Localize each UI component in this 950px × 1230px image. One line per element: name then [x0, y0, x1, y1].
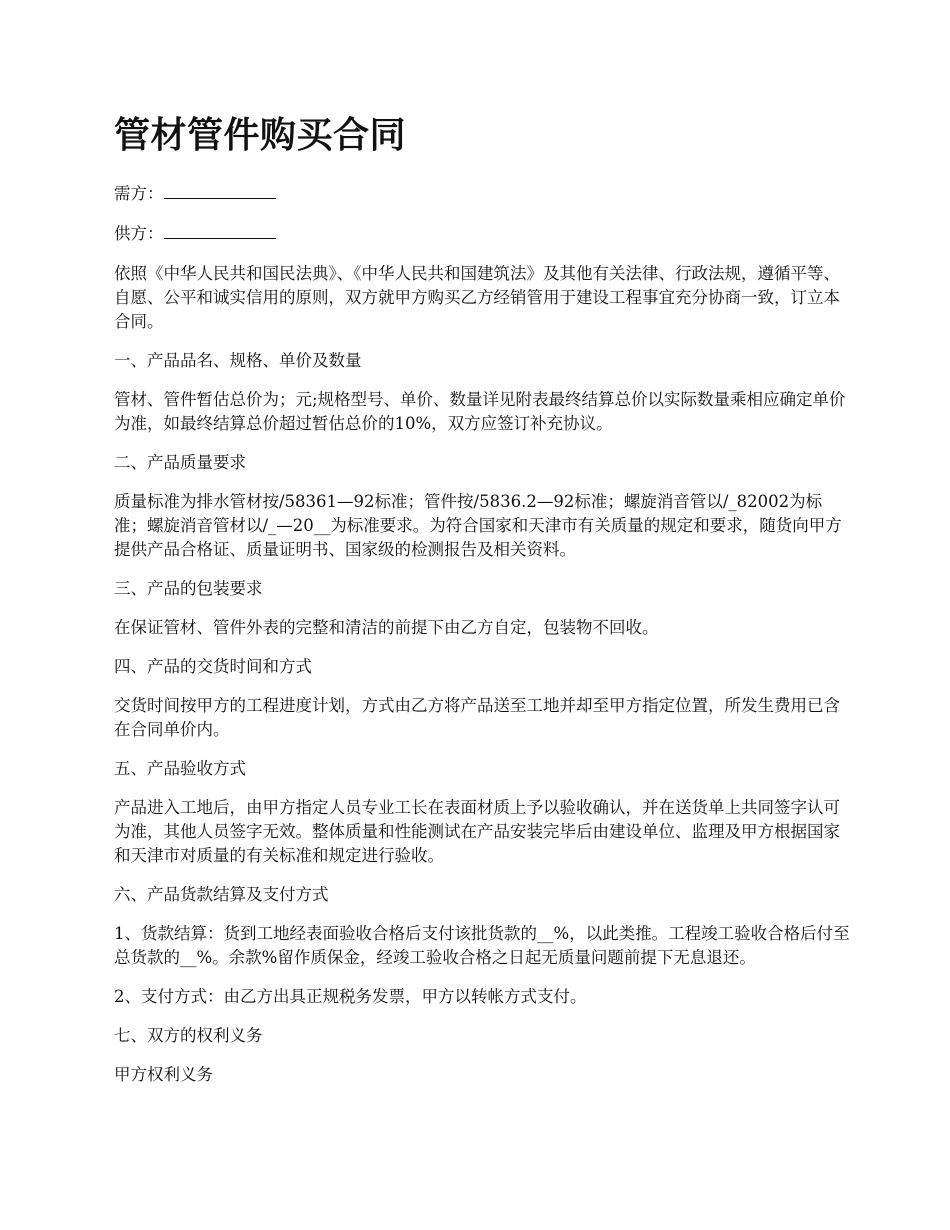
buyer-line [114, 182, 854, 206]
supplier-blank [164, 222, 276, 239]
section-body-4: 交货时间按甲方的工程进度计划，方式由乙方将产品送至工地并却至甲方指定位置，所发生费用已含在合同单价内。 [114, 696, 840, 739]
section-body-6-item-1: 1、货款结算：货到工地经表面验收合格后支付该批货款的__%，以此类推。工程竣工验收合格后付至总货款的__%。余款%留作质保金，经竣工验收合格之日起无质量问题前提下无息退还。 [114, 924, 850, 967]
preamble-paragraph: 依照《中华人民共和国民法典》、《中华人民共和国建筑法》及其他有关法律、行政法规，遵循平等、自愿、公平和诚实信用的原则，双方就甲方购买乙方经销管用于建设工程事宜充分协商一致，订立本合同。 [114, 264, 840, 331]
section-body-1: 管材、管件暂估总价为；元;规格型号、单价、数量详见附表最终结算总价以实际数量乘相应确定单价为准，如最终结算总价超过暂估总价的10%，双方应签订补充协议。 [114, 390, 846, 433]
supplier-label: 供方： [114, 224, 164, 243]
contract-document [114, 112, 854, 1102]
section-body-3: 在保证管材、管件外表的完整和清洁的前提下由乙方自定，包装物不回收。 [114, 618, 659, 637]
section-heading-2: 二、产品质量要求 [114, 453, 246, 472]
subsection-heading-party-a: 甲方权利义务 [114, 1065, 213, 1084]
section-heading-3: 三、产品的包装要求 [114, 579, 263, 598]
section-heading-4: 四、产品的交货时间和方式 [114, 657, 312, 676]
section-heading-1: 一、产品品名、规格、单价及数量 [114, 351, 362, 370]
section-body-2: 质量标准为排水管材按/58361—92标准；管件按/5836.2—92标准；螺旋消音管以/_82002为标准；螺旋消音管材以/_—20__为标准要求。为符合国家和天津市有关质量的规定和要求，随货向甲方提供产品合格证、质量证明书、国家级的检测报告及相关资料。 [114, 492, 842, 559]
section-heading-5: 五、产品验收方式 [114, 759, 246, 778]
section-body-5: 产品进入工地后，由甲方指定人员专业工长在表面材质上予以验收确认，并在送货单上共同签字认可为准，其他人员签字无效。整体质量和性能测试在产品安装完毕后由建设单位、监理及甲方根据国家和天津市对质量的有关标准和规定进行验收。 [114, 798, 840, 865]
section-heading-7: 七、双方的权利义务 [114, 1026, 263, 1045]
buyer-label: 需方： [114, 184, 164, 203]
section-heading-6: 六、产品货款结算及支付方式 [114, 885, 329, 904]
supplier-line [114, 222, 854, 246]
section-body-6-item-2: 2、支付方式：由乙方出具正规税务发票，甲方以转帐方式支付。 [114, 987, 587, 1006]
buyer-blank [164, 182, 276, 199]
document-title: 管材管件购买合同 [114, 115, 407, 156]
